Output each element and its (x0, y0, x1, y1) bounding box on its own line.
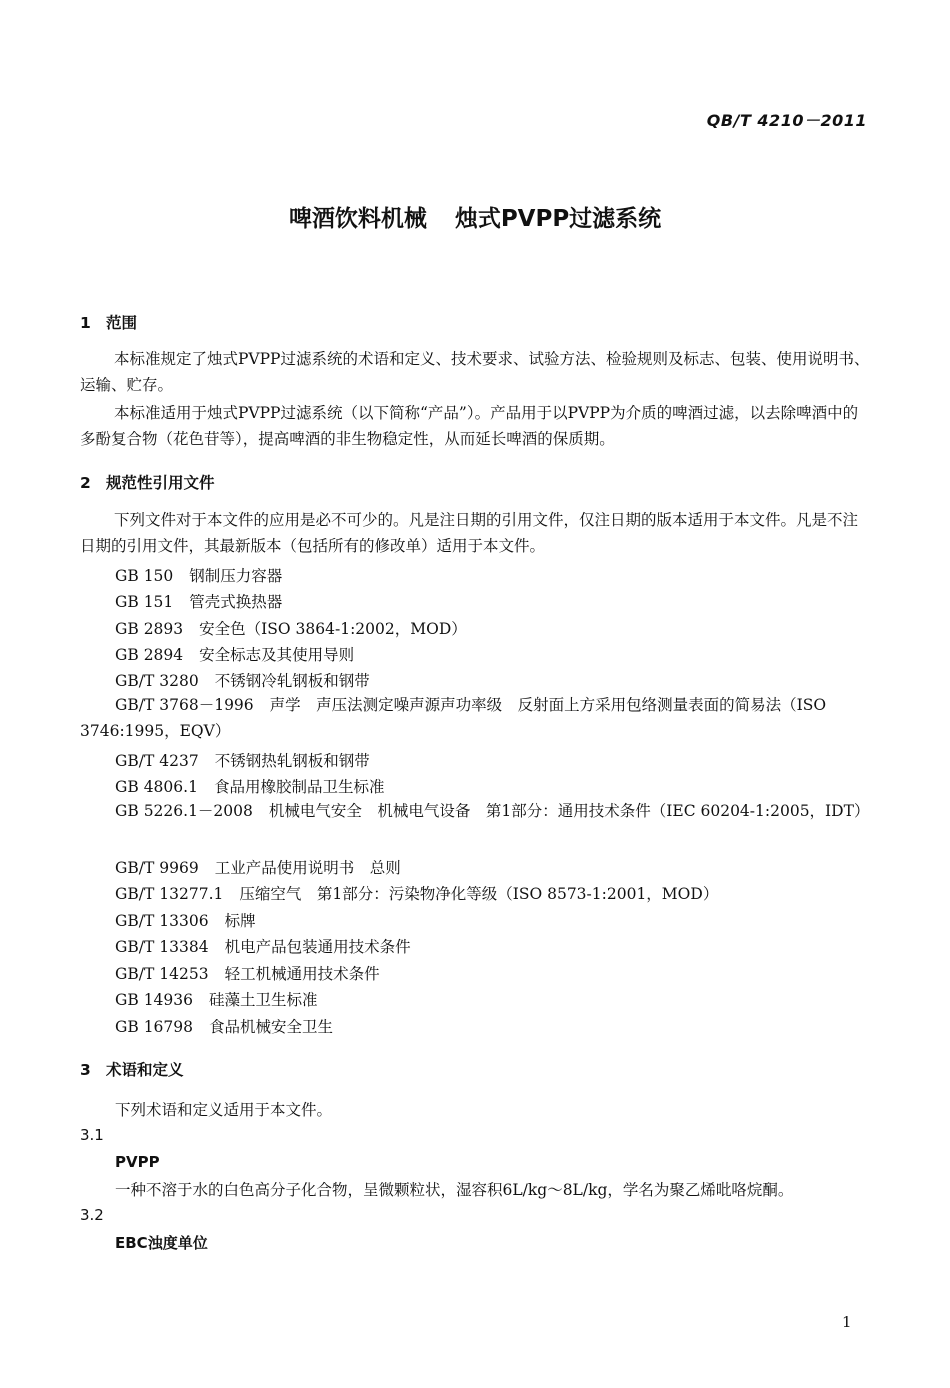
reference-title: 安全标志及其使用导则 (199, 646, 355, 664)
section-title: 术语和定义 (106, 1061, 184, 1079)
reference-title: 轻工机械通用技术条件 (224, 965, 380, 983)
reference-item (115, 935, 411, 957)
reference-code: GB 5226.1－2008 (115, 802, 253, 820)
reference-code: GB/T 13384 (115, 938, 209, 956)
reference-code: GB/T 4237 (115, 752, 199, 770)
reference-title: 声学 声压法测定噪声源声功率级 反射面上方采用包络测量表面的简易法（ISO 3746:1995，EQV） (80, 696, 827, 740)
reference-item (80, 798, 870, 824)
reference-title: 机械电气安全 机械电气设备 第1部分：通用技术条件（IEC 60204-1:2005，IDT） (268, 802, 870, 820)
reference-title: 不锈钢冷轧钢板和钢带 (214, 672, 370, 690)
reference-title: 工业产品使用说明书 总则 (214, 859, 401, 877)
reference-code: GB/T 3280 (115, 672, 199, 690)
reference-title: 压缩空气 第1部分：污染物净化等级（ISO 8573-1:2001，MOD） (239, 885, 719, 903)
reference-title: 食品机械安全卫生 (209, 1018, 334, 1036)
section-number: 2 (80, 474, 91, 492)
reference-item (115, 669, 370, 691)
reference-title: 钢制压力容器 (189, 567, 283, 585)
reference-item (115, 564, 282, 586)
reference-code: GB 2893 (115, 620, 184, 638)
document-title (0, 200, 950, 233)
references-intro: 下列文件对于本文件的应用是必不可少的。凡是注日期的引用文件，仅注日期的版本适用于本文件。凡是不注日期的引用文件，其最新版本（包括所有的修改单）适用于本文件。 (80, 511, 859, 555)
section-title: 规范性引用文件 (106, 474, 215, 492)
scope-paragraph-1: 本标准规定了烛式PVPP过滤系统的术语和定义、技术要求、试验方法、检验规则及标志、包装、使用说明书、运输、贮存。 (80, 350, 870, 394)
reference-title: 硅藻土卫生标准 (209, 991, 318, 1009)
reference-item (115, 909, 256, 931)
scope-paragraph-2: 本标准适用于烛式PVPP过滤系统（以下简称“产品”）。产品用于以PVPP为介质的啤酒过滤，以去除啤酒中的多酚复合物（花色苷等），提高啤酒的非生物稳定性，从而延长啤酒的保质期。 (80, 404, 859, 448)
section-number: 3 (80, 1061, 91, 1079)
reference-item (115, 749, 370, 771)
terms-intro: 下列术语和定义适用于本文件。 (115, 1101, 333, 1119)
section-title: 范围 (106, 314, 138, 332)
reference-item (115, 775, 384, 797)
reference-item (115, 1015, 333, 1037)
reference-item (115, 988, 318, 1010)
reference-item (115, 882, 718, 904)
reference-code: GB 16798 (115, 1018, 194, 1036)
reference-title: 管壳式换热器 (189, 593, 283, 611)
section-number: 1 (80, 314, 91, 332)
reference-code: GB 151 (115, 593, 174, 611)
reference-item (115, 856, 401, 878)
reference-code: GB/T 3768－1996 (115, 696, 254, 714)
reference-title: 标牌 (224, 912, 256, 930)
reference-code: GB 14936 (115, 991, 194, 1009)
section-2-heading (80, 471, 215, 493)
reference-code: GB/T 13306 (115, 912, 209, 930)
reference-code: GB 4806.1 (115, 778, 198, 796)
reference-title: 食品用橡胶制品卫生标准 (213, 778, 385, 796)
reference-code: GB 150 (115, 567, 174, 585)
term-number: 3.1 (80, 1126, 104, 1144)
section-1-heading (80, 311, 137, 333)
term-definition: 一种不溶于水的白色高分子化合物，呈微颗粒状，湿容积6L/kg～8L/kg，学名为聚乙烯吡咯烷酮。 (115, 1181, 794, 1199)
reference-item (115, 590, 282, 612)
title-part-1: 啤酒饮料机械 (288, 206, 427, 232)
section-3-heading (80, 1058, 184, 1080)
reference-code: GB/T 14253 (115, 965, 209, 983)
title-part-2: 烛式PVPP过滤系统 (454, 206, 662, 232)
standard-code: QB/T 4210－2011 (706, 111, 867, 130)
reference-title: 安全色（ISO 3864-1:2002，MOD） (199, 620, 467, 638)
reference-item (115, 962, 380, 984)
reference-code: GB/T 13277.1 (115, 885, 224, 903)
reference-code: GB 2894 (115, 646, 184, 664)
page-number: 1 (842, 1313, 852, 1331)
term-name: PVPP (115, 1153, 160, 1171)
term-name: EBC浊度单位 (115, 1234, 208, 1252)
reference-item (115, 643, 354, 665)
reference-title: 不锈钢热轧钢板和钢带 (214, 752, 370, 770)
term-number: 3.2 (80, 1206, 104, 1224)
reference-code: GB/T 9969 (115, 859, 199, 877)
reference-item (115, 617, 467, 639)
reference-item (80, 692, 870, 744)
reference-title: 机电产品包装通用技术条件 (224, 938, 411, 956)
